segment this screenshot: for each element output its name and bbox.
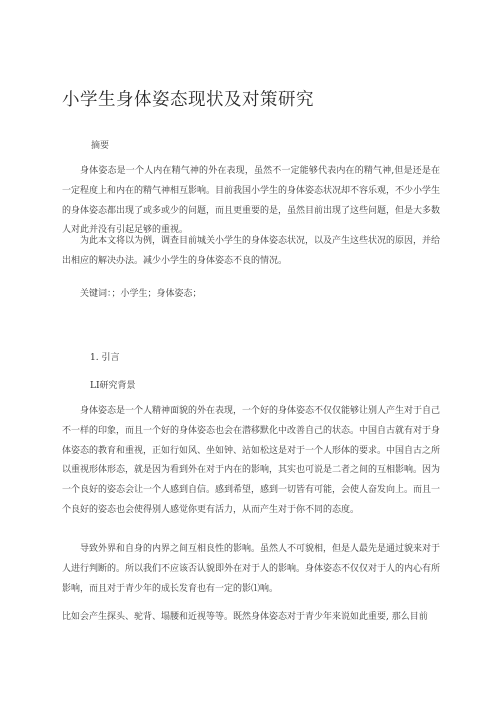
abstract-paragraph-1: 身体姿态是一个人内在精气神的外在表现，虽然不一定能够代表内在的精气神,但是还是在一定程度上和内在的精气神相互影响。目前我国小学生的身体姿态状况却不容乐观，不少小学生的身体姿态都出现了或多或少的问题，而且更重要的是，虽然目前出现了这些问题，但是大多数人对此并没有引起足够的重视。 — [62, 166, 441, 236]
abstract-label: 摘要 — [91, 141, 110, 151]
document-title: 小学生身体姿态现状及对策研究 — [62, 90, 314, 110]
keywords-line: 关键词：；小学生；身体姿态； — [80, 289, 202, 299]
body-paragraph-1: 身体姿态是一个人精神面貌的外在表现，一个好的身体姿态不仅仅能够让别人产生对于自己不一样的印象，而且一个好的身体姿态也会在潜移默化中改善自己的状态。中国自古就有对于身体姿态的教育和重视，正如行如风、坐如钟、站如松这是对于一个人形体的要求。中国自古之所以重视形体形态，就是因为看到外在对于内在的影响，其实也可说是二者之间的互相影响。因为一个良好的姿态会让一个人感到自信。感到希望，感到一切皆有可能，会使人奋发向上。而且一个良好的姿态也会使得别人感觉你更有活力，从而产生对于你不同的态度。 — [62, 406, 441, 515]
body-paragraph-2: 导致外界和自身的内界之间互相良性的影响。虽然人不可貌相，但是人最先是通过貌来对于人进行判断的。所以我们不应该否认貌即外在对于人的影响。身体姿态不仅仅对于人的内心有所影响，而且对于青少年的成长发育也有一定的影⑴响。 — [62, 544, 441, 594]
section-heading-introduction: 1. 引言 — [90, 353, 120, 363]
subsection-heading-background: LI研究背景 — [90, 381, 136, 391]
body-paragraph-3: 比如会产生探头、驼背、塌腰和近视等等。既然身体姿态对于青少年来说如此重要, 那么目前 — [62, 612, 428, 622]
abstract-paragraph-2: 为此本文将以为例，调查目前城关小学生的身体姿态状况，以及产生这些状况的原因，并给出相应的解决办法。减少小学生的身体姿态不良的情况。 — [62, 236, 441, 266]
